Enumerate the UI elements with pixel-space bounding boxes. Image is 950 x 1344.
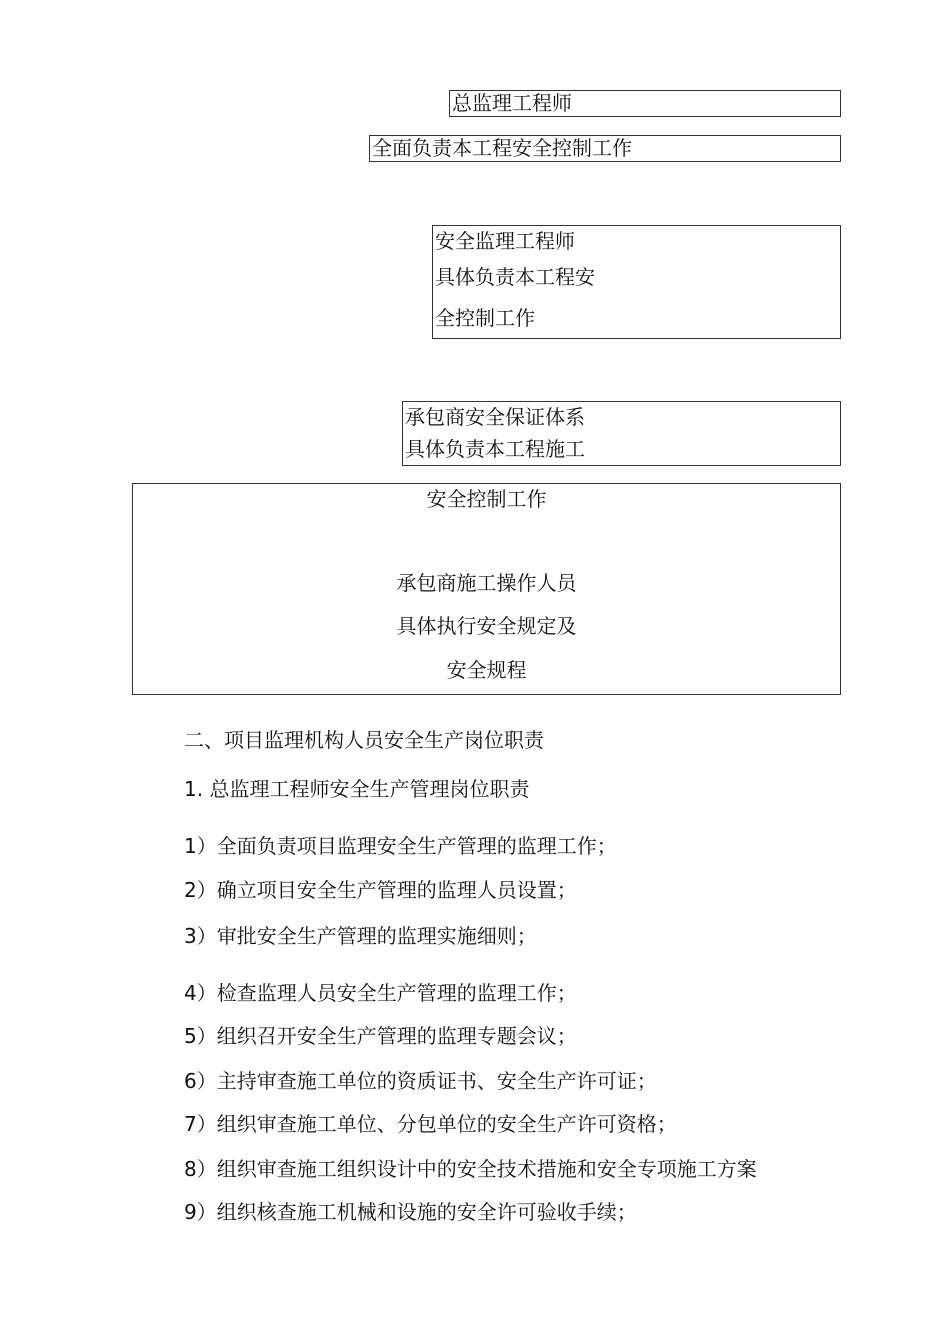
list-item: 4）检查监理人员安全生产管理的监理工作； xyxy=(184,981,577,1005)
chief-duty-box xyxy=(369,135,841,162)
list-item: 8）组织审查施工组织设计中的安全技术措施和安全专项施工方案 xyxy=(184,1157,757,1181)
section-subheading: 1. 总监理工程师安全生产管理岗位职责 xyxy=(184,777,530,801)
list-item: 1）全面负责项目监理安全生产管理的监理工作； xyxy=(184,834,617,858)
operators-line-4: 安全规程 xyxy=(446,658,527,682)
safety-engineer-line-2: 具体负责本工程安 xyxy=(435,265,595,289)
contractor-system-box xyxy=(402,401,841,466)
operators-line-1: 安全控制工作 xyxy=(426,487,547,511)
contractor-system-line-2: 具体负责本工程施工 xyxy=(405,437,585,461)
chief-engineer-box xyxy=(449,90,841,117)
safety-engineer-line-1: 安全监理工程师 xyxy=(435,229,575,253)
operators-line-3: 具体执行安全规定及 xyxy=(396,614,577,638)
list-item: 6）主持审查施工单位的资质证书、安全生产许可证； xyxy=(184,1069,657,1093)
safety-engineer-line-3: 全控制工作 xyxy=(435,306,535,330)
list-item: 3）审批安全生产管理的监理实施细则； xyxy=(184,924,537,948)
chief-duty-text: 全面负责本工程安全控制工作 xyxy=(372,136,632,160)
contractor-system-line-1: 承包商安全保证体系 xyxy=(405,405,585,429)
operators-line-2: 承包商施工操作人员 xyxy=(396,571,577,595)
list-item: 5）组织召开安全生产管理的监理专题会议； xyxy=(184,1024,577,1048)
chief-engineer-title: 总监理工程师 xyxy=(452,91,572,115)
section-heading: 二、项目监理机构人员安全生产岗位职责 xyxy=(184,728,544,752)
list-item: 7）组织审查施工单位、分包单位的安全生产许可资格； xyxy=(184,1112,677,1136)
list-item: 2）确立项目安全生产管理的监理人员设置； xyxy=(184,878,577,902)
safety-engineer-box xyxy=(432,225,841,339)
list-item: 9）组织核查施工机械和设施的安全许可验收手续； xyxy=(184,1200,637,1224)
operators-box xyxy=(132,483,841,695)
